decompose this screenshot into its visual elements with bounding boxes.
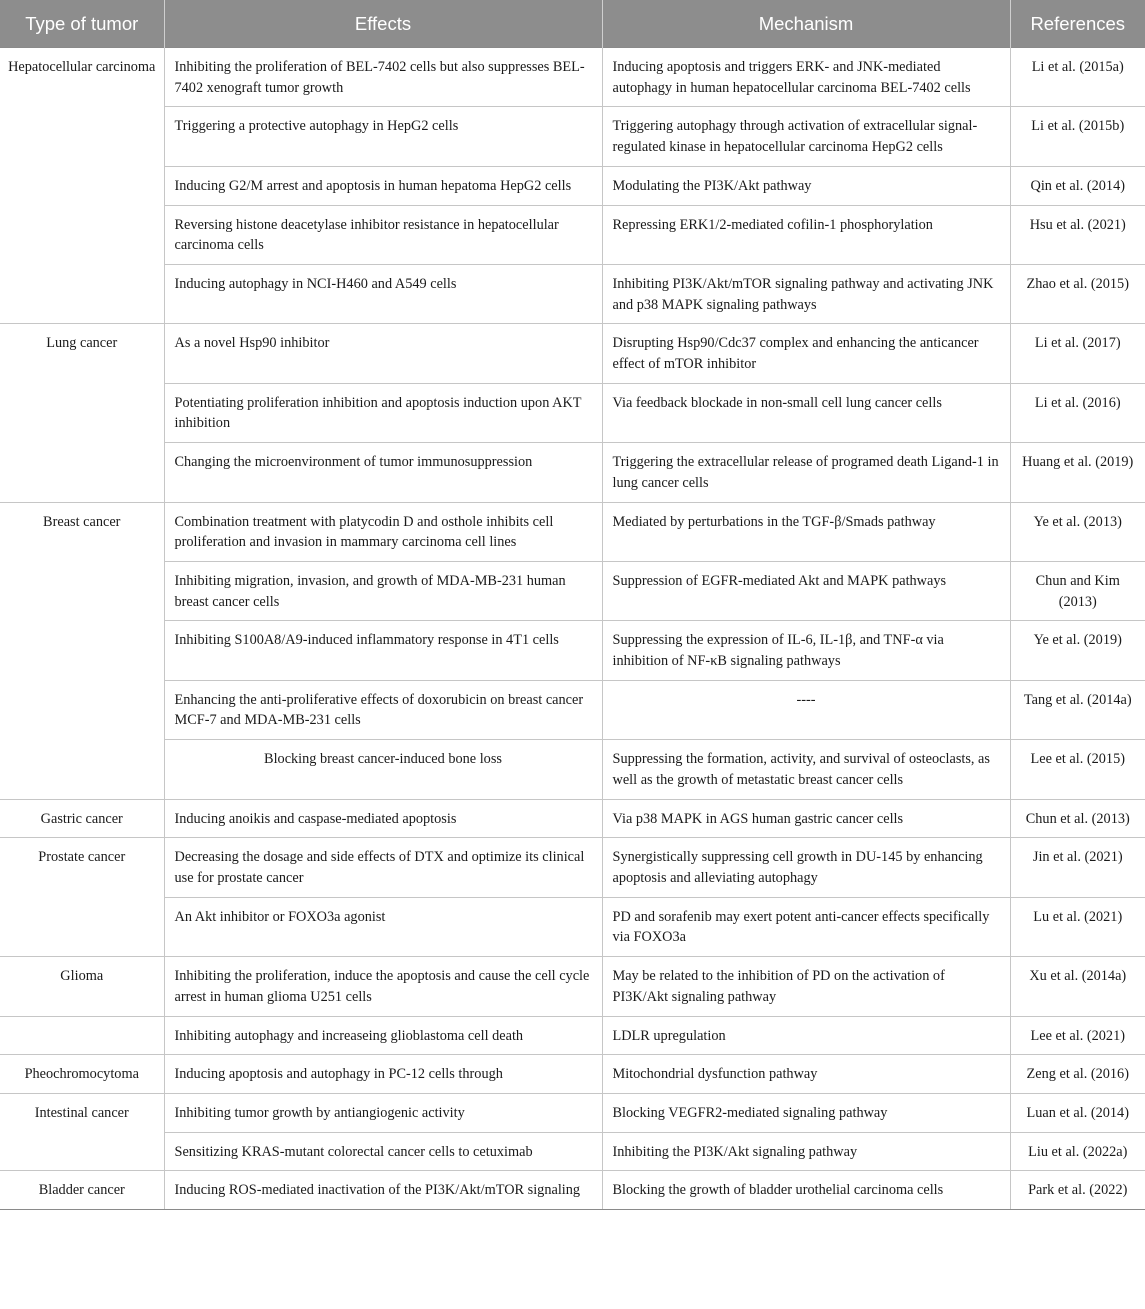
header-type-of-tumor: Type of tumor [0,0,164,48]
reference-cell: Chun et al. (2013) [1010,799,1145,838]
table-row [0,1093,1145,1132]
effect-cell: Inducing anoikis and caspase-mediated apoptosis [164,799,602,838]
mechanism-cell: Triggering the extracellular release of programed death Ligand-1 in lung cancer cells [602,443,1010,502]
mechanism-cell: LDLR upregulation [602,1016,1010,1055]
reference-cell: Lee et al. (2015) [1010,740,1145,799]
table-row [0,502,1145,561]
table-row [0,799,1145,838]
mechanism-cell: Suppressing the expression of IL-6, IL-1β, and TNF-α via inhibition of NF-κB signaling pathways [602,621,1010,680]
effect-cell: Inducing apoptosis and autophagy in PC-12 cells through [164,1055,602,1094]
tumor-type-cell: Gastric cancer [0,799,164,838]
effect-cell: Inhibiting S100A8/A9-induced inflammatory response in 4T1 cells [164,621,602,680]
effect-cell: Decreasing the dosage and side effects of DTX and optimize its clinical use for prostate cancer [164,838,602,897]
table-row [0,48,1145,107]
effect-cell: Reversing histone deacetylase inhibitor resistance in hepatocellular carcinoma cells [164,205,602,264]
header-effects: Effects [164,0,602,48]
effect-cell: Inhibiting migration, invasion, and growth of MDA-MB-231 human breast cancer cells [164,561,602,620]
reference-cell: Zeng et al. (2016) [1010,1055,1145,1094]
reference-cell: Chun and Kim (2013) [1010,561,1145,620]
reference-cell: Huang et al. (2019) [1010,443,1145,502]
reference-cell: Hsu et al. (2021) [1010,205,1145,264]
table-row [0,838,1145,897]
effect-cell: Inducing G2/M arrest and apoptosis in human hepatoma HepG2 cells [164,166,602,205]
reference-cell: Zhao et al. (2015) [1010,264,1145,323]
effect-cell: Sensitizing KRAS-mutant colorectal cancer cells to cetuximab [164,1132,602,1171]
reference-cell: Li et al. (2015a) [1010,48,1145,107]
reference-cell: Jin et al. (2021) [1010,838,1145,897]
table-row [0,1055,1145,1094]
effect-cell: Inhibiting the proliferation of BEL-7402 cells but also suppresses BEL-7402 xenograft tumor growth [164,48,602,107]
table-row [0,621,1145,680]
tumor-type-cell: Breast cancer [0,502,164,799]
mechanism-cell: Repressing ERK1/2-mediated cofilin-1 phosphorylation [602,205,1010,264]
tumor-type-cell: Hepatocellular carcinoma [0,48,164,324]
mechanism-cell: Via feedback blockade in non-small cell lung cancer cells [602,383,1010,442]
mechanism-cell: Inhibiting the PI3K/Akt signaling pathway [602,1132,1010,1171]
mechanism-cell: Suppression of EGFR-mediated Akt and MAPK pathways [602,561,1010,620]
table-row [0,205,1145,264]
table-row [0,1016,1145,1055]
mechanism-cell: Disrupting Hsp90/Cdc37 complex and enhancing the anticancer effect of mTOR inhibitor [602,324,1010,383]
mechanism-cell: Blocking the growth of bladder urothelial carcinoma cells [602,1171,1010,1210]
mechanism-cell: Blocking VEGFR2-mediated signaling pathway [602,1093,1010,1132]
effect-cell: Inducing ROS-mediated inactivation of the PI3K/Akt/mTOR signaling [164,1171,602,1210]
effect-cell: Blocking breast cancer-induced bone loss [164,740,602,799]
reference-cell: Li et al. (2016) [1010,383,1145,442]
effect-cell: Changing the microenvironment of tumor immunosuppression [164,443,602,502]
reference-cell: Xu et al. (2014a) [1010,957,1145,1016]
mechanism-cell: Inducing apoptosis and triggers ERK- and JNK-mediated autophagy in human hepatocellular carcinoma BEL-7402 cells [602,48,1010,107]
header-references: References [1010,0,1145,48]
table-row [0,324,1145,383]
mechanism-cell: PD and sorafenib may exert potent anti-cancer effects specifically via FOXO3a [602,897,1010,956]
effect-cell: Inhibiting the proliferation, induce the apoptosis and cause the cell cycle arrest in human glioma U251 cells [164,957,602,1016]
mechanism-cell: Triggering autophagy through activation of extracellular signal-regulated kinase in hepatocellular carcinoma HepG2 cells [602,107,1010,166]
table-row [0,383,1145,442]
effect-cell: Inhibiting autophagy and increaseing glioblastoma cell death [164,1016,602,1055]
reference-cell: Li et al. (2015b) [1010,107,1145,166]
effect-cell: As a novel Hsp90 inhibitor [164,324,602,383]
reference-cell: Li et al. (2017) [1010,324,1145,383]
mechanism-cell: Mediated by perturbations in the TGF-β/Smads pathway [602,502,1010,561]
reference-cell: Luan et al. (2014) [1010,1093,1145,1132]
effect-cell: Inhibiting tumor growth by antiangiogenic activity [164,1093,602,1132]
reference-cell: Lu et al. (2021) [1010,897,1145,956]
mechanism-cell: Synergistically suppressing cell growth in DU-145 by enhancing apoptosis and alleviating autophagy [602,838,1010,897]
mechanism-cell: Inhibiting PI3K/Akt/mTOR signaling pathway and activating JNK and p38 MAPK signaling pathways [602,264,1010,323]
reference-cell: Lee et al. (2021) [1010,1016,1145,1055]
table-row [0,680,1145,739]
effect-cell: Potentiating proliferation inhibition and apoptosis induction upon AKT inhibition [164,383,602,442]
reference-cell: Park et al. (2022) [1010,1171,1145,1210]
table-row [0,107,1145,166]
mechanism-cell: Suppressing the formation, activity, and survival of osteoclasts, as well as the growth of metastatic breast cancer cells [602,740,1010,799]
table-row [0,957,1145,1016]
table-row [0,443,1145,502]
table-row [0,1171,1145,1210]
table-row [0,1132,1145,1171]
effect-cell: Combination treatment with platycodin D and osthole inhibits cell proliferation and invasion in mammary carcinoma cell lines [164,502,602,561]
header-mechanism: Mechanism [602,0,1010,48]
effect-cell: Enhancing the anti-proliferative effects of doxorubicin on breast cancer MCF-7 and MDA-MB-231 cells [164,680,602,739]
table-header-row [0,0,1145,48]
mechanism-cell: Mitochondrial dysfunction pathway [602,1055,1010,1094]
effect-cell: Inducing autophagy in NCI-H460 and A549 cells [164,264,602,323]
table-row [0,264,1145,323]
mechanism-cell: May be related to the inhibition of PD on the activation of PI3K/Akt signaling pathway [602,957,1010,1016]
reference-cell: Liu et al. (2022a) [1010,1132,1145,1171]
reference-cell: Ye et al. (2013) [1010,502,1145,561]
reference-cell: Ye et al. (2019) [1010,621,1145,680]
effect-cell: An Akt inhibitor or FOXO3a agonist [164,897,602,956]
reference-cell: Tang et al. (2014a) [1010,680,1145,739]
mechanism-cell: Via p38 MAPK in AGS human gastric cancer cells [602,799,1010,838]
mechanism-cell: ---- [602,680,1010,739]
tumor-type-cell: Intestinal cancer [0,1093,164,1170]
table-row [0,166,1145,205]
tumor-type-cell [0,1016,164,1055]
tumor-type-cell: Bladder cancer [0,1171,164,1210]
tumor-type-cell: Lung cancer [0,324,164,502]
tumor-type-cell: Pheochromocytoma [0,1055,164,1094]
mechanism-cell: Modulating the PI3K/Akt pathway [602,166,1010,205]
effect-cell: Triggering a protective autophagy in HepG2 cells [164,107,602,166]
table-row [0,561,1145,620]
tumor-type-cell: Glioma [0,957,164,1016]
table-row [0,740,1145,799]
reference-cell: Qin et al. (2014) [1010,166,1145,205]
table-row [0,897,1145,956]
tumor-type-cell: Prostate cancer [0,838,164,957]
